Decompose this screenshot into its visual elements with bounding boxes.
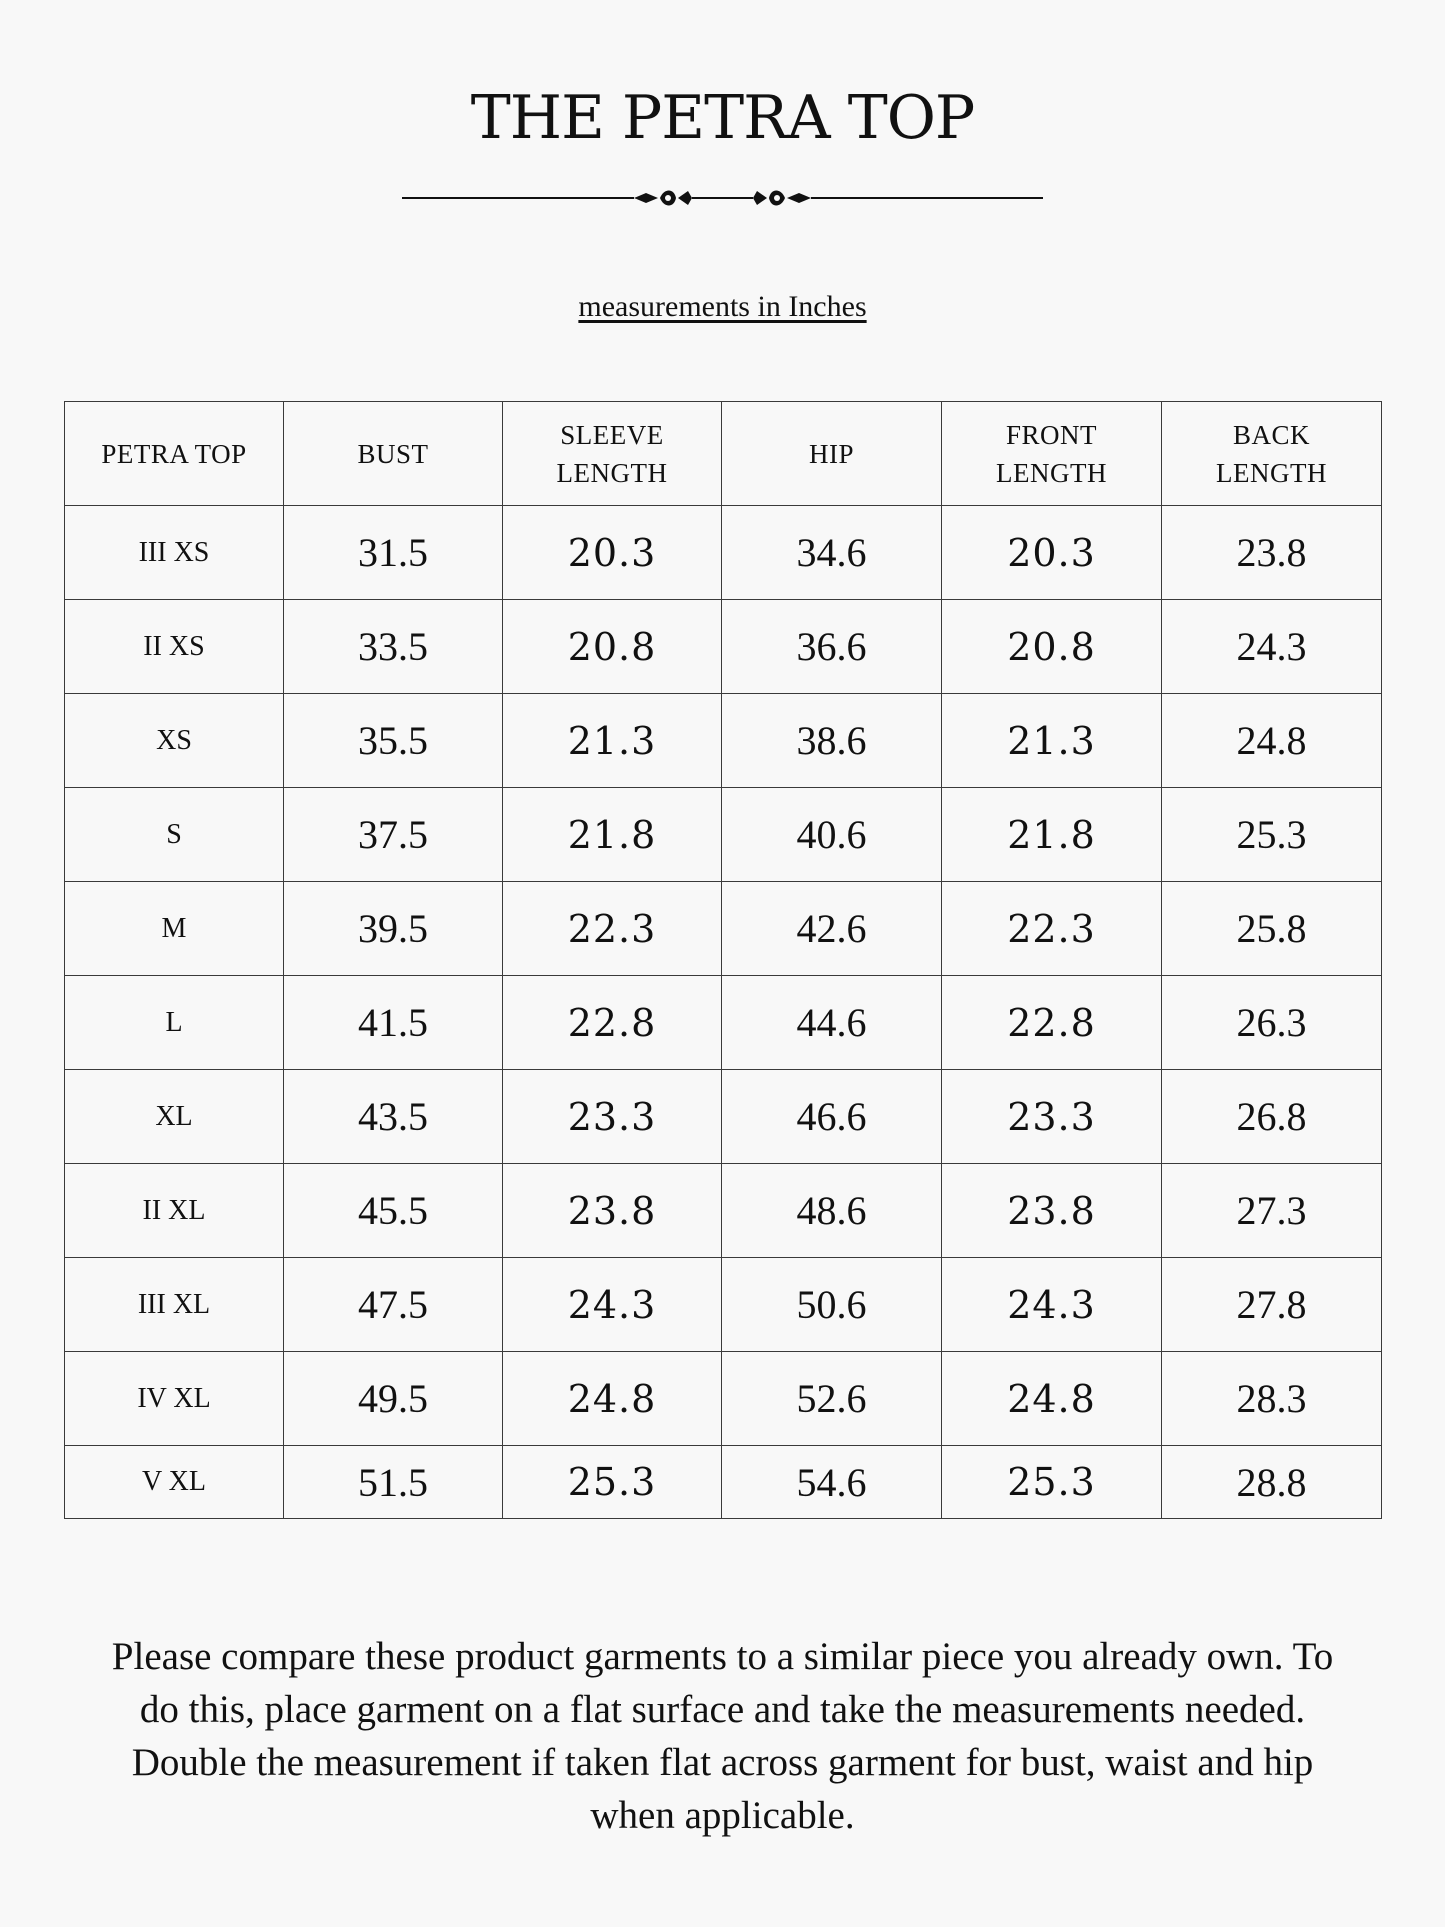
cell-hip: 48.6 [722, 1164, 942, 1258]
table-row [65, 1070, 1382, 1164]
cell-size: II XL [65, 1164, 284, 1258]
page-title: THE PETRA TOP [470, 83, 975, 153]
cell-back-length: 27.8 [1162, 1258, 1382, 1352]
cell-front-length: 24.8 [942, 1352, 1162, 1446]
cell-hip: 46.6 [722, 1070, 942, 1164]
cell-back-length: 23.8 [1162, 506, 1382, 600]
cell-hip: 44.6 [722, 976, 942, 1070]
cell-bust: 49.5 [284, 1352, 503, 1446]
cell-front-length: 23.3 [942, 1070, 1162, 1164]
cell-front-length: 25.3 [942, 1446, 1162, 1519]
cell-bust: 43.5 [284, 1070, 503, 1164]
cell-bust: 39.5 [284, 882, 503, 976]
cell-hip: 54.6 [722, 1446, 942, 1519]
cell-back-length: 25.3 [1162, 788, 1382, 882]
cell-back-length: 27.3 [1162, 1164, 1382, 1258]
cell-back-length: 25.8 [1162, 882, 1382, 976]
cell-front-length: 22.8 [942, 976, 1162, 1070]
cell-bust: 31.5 [284, 506, 503, 600]
cell-sleeve-length: 23.8 [503, 1164, 722, 1258]
cell-back-length: 26.8 [1162, 1070, 1382, 1164]
header-size: PETRA TOP [65, 402, 284, 506]
size-chart-table [64, 401, 1382, 1519]
cell-hip: 34.6 [722, 506, 942, 600]
cell-size: S [65, 788, 284, 882]
cell-back-length: 24.8 [1162, 694, 1382, 788]
cell-front-length: 21.8 [942, 788, 1162, 882]
cell-size: XS [65, 694, 284, 788]
header-hip: HIP [722, 402, 942, 506]
measuring-instructions: Please compare these product garments to a similar piece you already own. To do this, place garment on a flat surface and take the measurements needed. Double the measurement if taken flat across garment for bust, waist and hip when applicable. [111, 1635, 1334, 1837]
cell-size: IV XL [65, 1352, 284, 1446]
cell-size: M [65, 882, 284, 976]
table-row [65, 1164, 1382, 1258]
cell-front-length: 24.3 [942, 1258, 1162, 1352]
table-row [65, 1446, 1382, 1519]
cell-hip: 36.6 [722, 600, 942, 694]
cell-bust: 51.5 [284, 1446, 503, 1519]
cell-bust: 33.5 [284, 600, 503, 694]
cell-sleeve-length: 24.3 [503, 1258, 722, 1352]
cell-sleeve-length: 22.8 [503, 976, 722, 1070]
cell-front-length: 22.3 [942, 882, 1162, 976]
table-row [65, 1352, 1382, 1446]
cell-sleeve-length: 20.3 [503, 506, 722, 600]
table-row [65, 976, 1382, 1070]
cell-hip: 38.6 [722, 694, 942, 788]
cell-back-length: 24.3 [1162, 600, 1382, 694]
cell-size: III XS [65, 506, 284, 600]
cell-front-length: 21.3 [942, 694, 1162, 788]
cell-bust: 35.5 [284, 694, 503, 788]
ornamental-divider-icon [402, 184, 1043, 212]
header-sleeve-length: SLEEVE LENGTH [503, 402, 722, 506]
cell-size: V XL [65, 1446, 284, 1519]
table-row [65, 694, 1382, 788]
cell-back-length: 28.3 [1162, 1352, 1382, 1446]
cell-back-length: 26.3 [1162, 976, 1382, 1070]
cell-hip: 50.6 [722, 1258, 942, 1352]
cell-front-length: 20.3 [942, 506, 1162, 600]
cell-bust: 41.5 [284, 976, 503, 1070]
cell-back-length: 28.8 [1162, 1446, 1382, 1519]
table-header-row [65, 402, 1382, 506]
table-row [65, 506, 1382, 600]
cell-front-length: 20.8 [942, 600, 1162, 694]
header-bust: BUST [284, 402, 503, 506]
cell-sleeve-length: 21.8 [503, 788, 722, 882]
cell-sleeve-length: 24.8 [503, 1352, 722, 1446]
units-subtitle: measurements in Inches [578, 290, 867, 323]
header-front-length: FRONT LENGTH [942, 402, 1162, 506]
table-row [65, 600, 1382, 694]
cell-hip: 42.6 [722, 882, 942, 976]
table-row [65, 882, 1382, 976]
cell-hip: 40.6 [722, 788, 942, 882]
cell-sleeve-length: 20.8 [503, 600, 722, 694]
cell-sleeve-length: 22.3 [503, 882, 722, 976]
cell-sleeve-length: 25.3 [503, 1446, 722, 1519]
table-row [65, 788, 1382, 882]
cell-bust: 45.5 [284, 1164, 503, 1258]
cell-size: II XS [65, 600, 284, 694]
cell-size: XL [65, 1070, 284, 1164]
cell-size: L [65, 976, 284, 1070]
cell-front-length: 23.8 [942, 1164, 1162, 1258]
header-back-length: BACK LENGTH [1162, 402, 1382, 506]
cell-bust: 37.5 [284, 788, 503, 882]
table-row [65, 1258, 1382, 1352]
cell-size: III XL [65, 1258, 284, 1352]
cell-sleeve-length: 21.3 [503, 694, 722, 788]
cell-sleeve-length: 23.3 [503, 1070, 722, 1164]
cell-hip: 52.6 [722, 1352, 942, 1446]
cell-bust: 47.5 [284, 1258, 503, 1352]
